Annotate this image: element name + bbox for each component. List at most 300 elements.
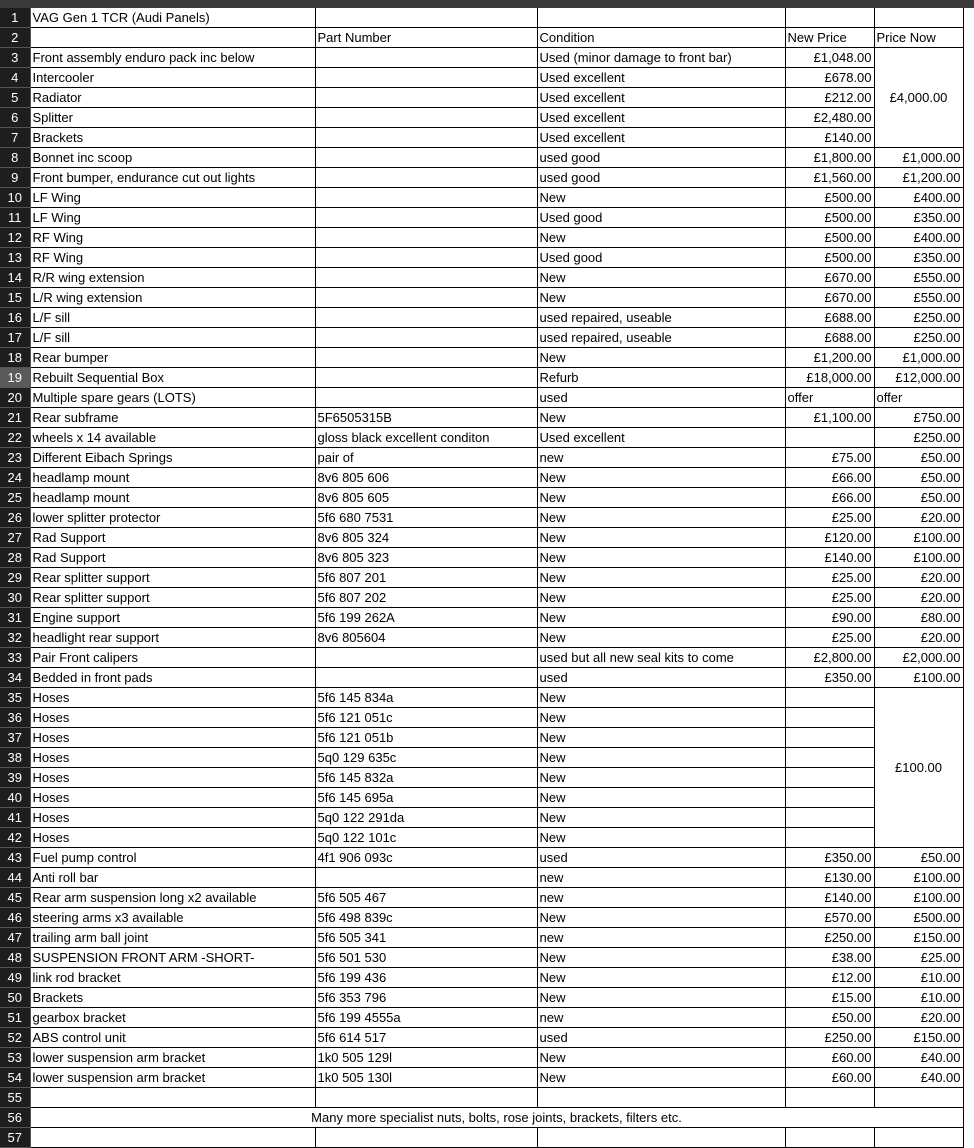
cell-condition[interactable]: New — [537, 968, 785, 988]
cell-new-price[interactable] — [785, 688, 874, 708]
cell-price-now[interactable]: £250.00 — [874, 328, 963, 348]
cell-part-number[interactable] — [315, 668, 537, 688]
cell-part-number[interactable]: 5f6 680 7531 — [315, 508, 537, 528]
cell-part-number[interactable] — [315, 288, 537, 308]
cell-new-price[interactable]: £500.00 — [785, 248, 874, 268]
cell-price-now[interactable]: £20.00 — [874, 568, 963, 588]
cell-condition[interactable] — [537, 1128, 785, 1148]
cell-price-now[interactable]: £250.00 — [874, 428, 963, 448]
cell-part-number[interactable]: 5q0 129 635c — [315, 748, 537, 768]
cell-new-price[interactable]: £60.00 — [785, 1068, 874, 1088]
cell-item[interactable]: lower suspension arm bracket — [30, 1048, 315, 1068]
cell-price-now[interactable]: £20.00 — [874, 508, 963, 528]
cell-part-number[interactable] — [315, 388, 537, 408]
row-header[interactable]: 48 — [0, 948, 30, 968]
cell-condition[interactable]: Used excellent — [537, 88, 785, 108]
cell-part-number[interactable]: 5q0 122 101c — [315, 828, 537, 848]
cell-condition[interactable]: new — [537, 448, 785, 468]
row-header[interactable]: 15 — [0, 288, 30, 308]
cell-new-price[interactable] — [785, 748, 874, 768]
cell-condition[interactable]: New — [537, 268, 785, 288]
row-header[interactable]: 23 — [0, 448, 30, 468]
cell-item[interactable]: R/R wing extension — [30, 268, 315, 288]
cell-price-now[interactable] — [874, 8, 963, 28]
cell-part-number[interactable]: 8v6 805 606 — [315, 468, 537, 488]
cell-condition[interactable]: New — [537, 1068, 785, 1088]
cell-new-price[interactable]: £38.00 — [785, 948, 874, 968]
cell-item[interactable]: RF Wing — [30, 228, 315, 248]
cell-part-number[interactable] — [315, 168, 537, 188]
cell-item[interactable]: headlamp mount — [30, 488, 315, 508]
cell-condition[interactable]: New — [537, 468, 785, 488]
row-header[interactable]: 14 — [0, 268, 30, 288]
cell-new-price[interactable]: £25.00 — [785, 508, 874, 528]
cell-item[interactable]: headlight rear support — [30, 628, 315, 648]
cell-price-now[interactable]: £80.00 — [874, 608, 963, 628]
row-header[interactable]: 12 — [0, 228, 30, 248]
row-header[interactable]: 25 — [0, 488, 30, 508]
cell-condition[interactable]: New — [537, 908, 785, 928]
cell-price-now[interactable]: £40.00 — [874, 1048, 963, 1068]
cell-condition[interactable]: Used excellent — [537, 428, 785, 448]
cell-item[interactable]: headlamp mount — [30, 468, 315, 488]
cell-price-now[interactable]: £50.00 — [874, 468, 963, 488]
row-header[interactable]: 16 — [0, 308, 30, 328]
cell-new-price[interactable]: £678.00 — [785, 68, 874, 88]
cell-part-number[interactable]: 5f6 199 436 — [315, 968, 537, 988]
cell-item[interactable] — [30, 1128, 315, 1148]
row-header[interactable]: 6 — [0, 108, 30, 128]
cell-part-number[interactable] — [315, 208, 537, 228]
cell-new-price[interactable]: £500.00 — [785, 208, 874, 228]
cell-part-number[interactable] — [315, 48, 537, 68]
cell-item[interactable]: Rad Support — [30, 528, 315, 548]
cell-new-price[interactable]: £1,800.00 — [785, 148, 874, 168]
cell-new-price[interactable]: £66.00 — [785, 468, 874, 488]
cell-new-price[interactable] — [785, 768, 874, 788]
cell-part-number[interactable]: 5f6 614 517 — [315, 1028, 537, 1048]
cell-condition[interactable]: New — [537, 408, 785, 428]
cell-new-price[interactable]: £350.00 — [785, 668, 874, 688]
row-header[interactable]: 24 — [0, 468, 30, 488]
row-header[interactable]: 29 — [0, 568, 30, 588]
cell-new-price[interactable]: £1,048.00 — [785, 48, 874, 68]
row-header[interactable]: 52 — [0, 1028, 30, 1048]
row-header[interactable]: 41 — [0, 808, 30, 828]
cell-price-now[interactable]: £100.00 — [874, 668, 963, 688]
cell-new-price[interactable]: £130.00 — [785, 868, 874, 888]
cell-part-number[interactable]: 5f6 199 4555a — [315, 1008, 537, 1028]
row-header[interactable]: 49 — [0, 968, 30, 988]
cell-price-now[interactable]: £10.00 — [874, 968, 963, 988]
cell-condition[interactable]: used good — [537, 168, 785, 188]
cell-note[interactable]: Many more specialist nuts, bolts, rose joints, brackets, filters etc. — [30, 1108, 963, 1128]
cell-item[interactable]: L/F sill — [30, 328, 315, 348]
cell-part-number[interactable]: 5F6505315B — [315, 408, 537, 428]
cell-item[interactable]: Hoses — [30, 788, 315, 808]
row-header[interactable]: 40 — [0, 788, 30, 808]
cell-condition[interactable]: used but all new seal kits to come — [537, 648, 785, 668]
cell-condition[interactable]: New — [537, 528, 785, 548]
cell-item[interactable]: link rod bracket — [30, 968, 315, 988]
cell-item[interactable] — [30, 28, 315, 48]
cell-price-now[interactable]: £250.00 — [874, 308, 963, 328]
cell-new-price[interactable]: £250.00 — [785, 1028, 874, 1048]
row-header[interactable]: 1 — [0, 8, 30, 28]
row-header[interactable]: 53 — [0, 1048, 30, 1068]
cell-part-number[interactable]: 5q0 122 291da — [315, 808, 537, 828]
row-header[interactable]: 8 — [0, 148, 30, 168]
cell-item[interactable]: Brackets — [30, 988, 315, 1008]
cell-new-price[interactable]: £120.00 — [785, 528, 874, 548]
cell-condition[interactable] — [537, 1088, 785, 1108]
cell-item[interactable]: Hoses — [30, 728, 315, 748]
cell-condition[interactable]: New — [537, 348, 785, 368]
cell-part-number[interactable]: 5f6 498 839c — [315, 908, 537, 928]
cell-condition[interactable]: Used good — [537, 208, 785, 228]
cell-part-number[interactable] — [315, 68, 537, 88]
cell-price-now[interactable]: £150.00 — [874, 928, 963, 948]
cell-item[interactable]: Rear splitter support — [30, 568, 315, 588]
row-header[interactable]: 18 — [0, 348, 30, 368]
cell-item[interactable]: Multiple spare gears (LOTS) — [30, 388, 315, 408]
row-header[interactable]: 33 — [0, 648, 30, 668]
cell-condition[interactable]: used — [537, 848, 785, 868]
cell-part-number[interactable]: 5f6 145 832a — [315, 768, 537, 788]
cell-item[interactable]: Radiator — [30, 88, 315, 108]
cell-part-number[interactable] — [315, 88, 537, 108]
cell-new-price[interactable]: £570.00 — [785, 908, 874, 928]
cell-new-price[interactable]: £1,200.00 — [785, 348, 874, 368]
cell-item[interactable]: trailing arm ball joint — [30, 928, 315, 948]
cell-item[interactable]: Splitter — [30, 108, 315, 128]
row-header[interactable]: 54 — [0, 1068, 30, 1088]
cell-part-number[interactable]: 5f6 505 467 — [315, 888, 537, 908]
row-header[interactable]: 45 — [0, 888, 30, 908]
cell-item[interactable]: Front assembly enduro pack inc below — [30, 48, 315, 68]
row-header[interactable]: 50 — [0, 988, 30, 1008]
cell-item[interactable]: Rear arm suspension long x2 available — [30, 888, 315, 908]
cell-price-now[interactable]: £550.00 — [874, 268, 963, 288]
cell-new-price[interactable]: £250.00 — [785, 928, 874, 948]
cell-new-price[interactable]: £140.00 — [785, 548, 874, 568]
cell-item[interactable]: LF Wing — [30, 188, 315, 208]
cell-condition[interactable]: New — [537, 568, 785, 588]
cell-new-price[interactable] — [785, 808, 874, 828]
row-header[interactable]: 32 — [0, 628, 30, 648]
cell-item[interactable]: Rad Support — [30, 548, 315, 568]
cell-condition[interactable]: New — [537, 988, 785, 1008]
cell-part-number[interactable] — [315, 188, 537, 208]
row-header[interactable]: 13 — [0, 248, 30, 268]
cell-item[interactable]: Hoses — [30, 708, 315, 728]
row-header[interactable]: 4 — [0, 68, 30, 88]
cell-condition[interactable]: New — [537, 188, 785, 208]
row-header[interactable]: 56 — [0, 1108, 30, 1128]
cell-part-number[interactable] — [315, 1128, 537, 1148]
cell-condition[interactable]: used — [537, 668, 785, 688]
cell-part-number[interactable]: 5f6 199 262A — [315, 608, 537, 628]
cell-new-price[interactable] — [785, 788, 874, 808]
cell-part-number[interactable] — [315, 228, 537, 248]
cell-part-number[interactable]: 5f6 807 201 — [315, 568, 537, 588]
cell-new-price[interactable] — [785, 708, 874, 728]
cell-price-now[interactable]: £100.00 — [874, 688, 963, 848]
row-header[interactable]: 51 — [0, 1008, 30, 1028]
cell-price-now[interactable]: £10.00 — [874, 988, 963, 1008]
cell-new-price[interactable] — [785, 728, 874, 748]
cell-condition[interactable]: new — [537, 928, 785, 948]
cell-price-now[interactable]: £100.00 — [874, 888, 963, 908]
cell-condition[interactable]: New — [537, 768, 785, 788]
cell-new-price[interactable] — [785, 828, 874, 848]
cell-new-price[interactable]: £15.00 — [785, 988, 874, 1008]
cell-new-price[interactable]: New Price — [785, 28, 874, 48]
cell-part-number[interactable] — [315, 348, 537, 368]
cell-condition[interactable]: New — [537, 628, 785, 648]
cell-condition[interactable]: New — [537, 748, 785, 768]
row-header[interactable]: 38 — [0, 748, 30, 768]
cell-price-now[interactable]: £100.00 — [874, 868, 963, 888]
row-header[interactable]: 36 — [0, 708, 30, 728]
row-header[interactable]: 31 — [0, 608, 30, 628]
cell-price-now[interactable]: £20.00 — [874, 588, 963, 608]
cell-new-price[interactable]: £2,800.00 — [785, 648, 874, 668]
cell-price-now[interactable]: £400.00 — [874, 228, 963, 248]
cell-new-price[interactable]: £60.00 — [785, 1048, 874, 1068]
cell-price-now[interactable]: £40.00 — [874, 1068, 963, 1088]
row-header[interactable]: 3 — [0, 48, 30, 68]
row-header[interactable]: 2 — [0, 28, 30, 48]
cell-item[interactable]: Hoses — [30, 828, 315, 848]
cell-condition[interactable]: used repaired, useable — [537, 328, 785, 348]
cell-price-now[interactable]: £2,000.00 — [874, 648, 963, 668]
cell-part-number[interactable]: 5f6 121 051c — [315, 708, 537, 728]
cell-new-price[interactable]: £688.00 — [785, 328, 874, 348]
cell-item[interactable]: LF Wing — [30, 208, 315, 228]
cell-condition[interactable]: Used (minor damage to front bar) — [537, 48, 785, 68]
cell-item[interactable]: Anti roll bar — [30, 868, 315, 888]
row-header[interactable]: 28 — [0, 548, 30, 568]
cell-item[interactable]: Rear bumper — [30, 348, 315, 368]
cell-part-number[interactable]: 8v6 805604 — [315, 628, 537, 648]
row-header[interactable]: 10 — [0, 188, 30, 208]
row-header[interactable]: 5 — [0, 88, 30, 108]
cell-price-now[interactable]: £100.00 — [874, 528, 963, 548]
cell-item[interactable]: Rear splitter support — [30, 588, 315, 608]
cell-part-number[interactable]: 5f6 353 796 — [315, 988, 537, 1008]
cell-price-now[interactable]: £150.00 — [874, 1028, 963, 1048]
cell-new-price[interactable]: £75.00 — [785, 448, 874, 468]
cell-price-now[interactable]: £50.00 — [874, 448, 963, 468]
cell-price-now[interactable]: Price Now — [874, 28, 963, 48]
row-header[interactable]: 7 — [0, 128, 30, 148]
cell-part-number[interactable]: 1k0 505 130l — [315, 1068, 537, 1088]
cell-new-price[interactable]: £25.00 — [785, 568, 874, 588]
cell-part-number[interactable] — [315, 128, 537, 148]
cell-item[interactable]: Brackets — [30, 128, 315, 148]
row-header[interactable]: 37 — [0, 728, 30, 748]
cell-new-price[interactable]: £90.00 — [785, 608, 874, 628]
cell-new-price[interactable]: £688.00 — [785, 308, 874, 328]
cell-condition[interactable]: New — [537, 508, 785, 528]
cell-condition[interactable]: New — [537, 548, 785, 568]
cell-condition[interactable]: Condition — [537, 28, 785, 48]
cell-new-price[interactable]: £500.00 — [785, 188, 874, 208]
cell-part-number[interactable] — [315, 868, 537, 888]
cell-part-number[interactable]: Part Number — [315, 28, 537, 48]
cell-condition[interactable]: New — [537, 788, 785, 808]
cell-new-price[interactable]: £50.00 — [785, 1008, 874, 1028]
row-header[interactable]: 30 — [0, 588, 30, 608]
cell-condition[interactable]: New — [537, 688, 785, 708]
row-header[interactable]: 27 — [0, 528, 30, 548]
cell-new-price[interactable]: £670.00 — [785, 288, 874, 308]
cell-new-price[interactable]: £670.00 — [785, 268, 874, 288]
row-header[interactable]: 11 — [0, 208, 30, 228]
cell-item[interactable]: Hoses — [30, 688, 315, 708]
cell-part-number[interactable] — [315, 368, 537, 388]
row-header[interactable]: 39 — [0, 768, 30, 788]
cell-condition[interactable]: New — [537, 1048, 785, 1068]
cell-part-number[interactable]: 5f6 505 341 — [315, 928, 537, 948]
cell-condition[interactable]: New — [537, 948, 785, 968]
cell-price-now[interactable]: £400.00 — [874, 188, 963, 208]
cell-price-now[interactable]: £350.00 — [874, 248, 963, 268]
cell-part-number[interactable]: 5f6 807 202 — [315, 588, 537, 608]
cell-item[interactable]: Hoses — [30, 808, 315, 828]
row-header[interactable]: 20 — [0, 388, 30, 408]
cell-condition[interactable]: New — [537, 708, 785, 728]
cell-condition[interactable]: Used excellent — [537, 128, 785, 148]
cell-item[interactable]: SUSPENSION FRONT ARM -SHORT- — [30, 948, 315, 968]
row-header[interactable]: 42 — [0, 828, 30, 848]
row-header[interactable]: 43 — [0, 848, 30, 868]
cell-item[interactable]: RF Wing — [30, 248, 315, 268]
row-header[interactable]: 17 — [0, 328, 30, 348]
cell-new-price[interactable]: £140.00 — [785, 128, 874, 148]
cell-part-number[interactable]: gloss black excellent conditon — [315, 428, 537, 448]
cell-new-price[interactable]: £12.00 — [785, 968, 874, 988]
cell-new-price[interactable]: £2,480.00 — [785, 108, 874, 128]
cell-item[interactable]: ABS control unit — [30, 1028, 315, 1048]
cell-item[interactable]: Rebuilt Sequential Box — [30, 368, 315, 388]
cell-part-number[interactable] — [315, 248, 537, 268]
row-header[interactable]: 34 — [0, 668, 30, 688]
cell-part-number[interactable]: 1k0 505 129l — [315, 1048, 537, 1068]
cell-condition[interactable]: New — [537, 228, 785, 248]
cell-price-now[interactable]: £550.00 — [874, 288, 963, 308]
cell-price-now[interactable]: £100.00 — [874, 548, 963, 568]
cell-price-now[interactable]: £50.00 — [874, 488, 963, 508]
cell-part-number[interactable] — [315, 268, 537, 288]
cell-condition[interactable]: New — [537, 728, 785, 748]
cell-item[interactable]: Intercooler — [30, 68, 315, 88]
cell-condition[interactable]: new — [537, 1008, 785, 1028]
cell-condition[interactable] — [537, 8, 785, 28]
cell-part-number[interactable]: 4f1 906 093c — [315, 848, 537, 868]
cell-price-now[interactable]: £1,000.00 — [874, 348, 963, 368]
cell-condition[interactable]: new — [537, 868, 785, 888]
cell-condition[interactable]: used — [537, 1028, 785, 1048]
cell-item[interactable] — [30, 1088, 315, 1108]
cell-price-now[interactable]: £350.00 — [874, 208, 963, 228]
cell-condition[interactable]: used good — [537, 148, 785, 168]
cell-price-now[interactable] — [874, 1128, 963, 1148]
cell-price-now[interactable]: £1,000.00 — [874, 148, 963, 168]
cell-new-price[interactable]: £25.00 — [785, 588, 874, 608]
cell-item[interactable]: VAG Gen 1 TCR (Audi Panels) — [30, 8, 315, 28]
cell-item[interactable]: Engine support — [30, 608, 315, 628]
row-header[interactable]: 22 — [0, 428, 30, 448]
cell-condition[interactable]: used — [537, 388, 785, 408]
cell-price-now[interactable]: £20.00 — [874, 1008, 963, 1028]
cell-part-number[interactable] — [315, 8, 537, 28]
cell-price-now[interactable]: £50.00 — [874, 848, 963, 868]
cell-price-now[interactable]: £12,000.00 — [874, 368, 963, 388]
cell-new-price[interactable] — [785, 1088, 874, 1108]
cell-new-price[interactable]: £212.00 — [785, 88, 874, 108]
cell-item[interactable]: Fuel pump control — [30, 848, 315, 868]
cell-item[interactable]: Hoses — [30, 748, 315, 768]
cell-part-number[interactable]: 5f6 121 051b — [315, 728, 537, 748]
cell-part-number[interactable]: 5f6 145 695a — [315, 788, 537, 808]
cell-item[interactable]: Different Eibach Springs — [30, 448, 315, 468]
row-header[interactable]: 19 — [0, 368, 30, 388]
cell-condition[interactable]: Used excellent — [537, 68, 785, 88]
cell-price-now[interactable]: £1,200.00 — [874, 168, 963, 188]
row-header[interactable]: 46 — [0, 908, 30, 928]
cell-new-price[interactable]: £1,560.00 — [785, 168, 874, 188]
cell-price-now[interactable]: offer — [874, 388, 963, 408]
cell-new-price[interactable]: £66.00 — [785, 488, 874, 508]
cell-item[interactable]: L/R wing extension — [30, 288, 315, 308]
row-header[interactable]: 9 — [0, 168, 30, 188]
cell-new-price[interactable] — [785, 8, 874, 28]
cell-new-price[interactable]: £350.00 — [785, 848, 874, 868]
cell-part-number[interactable] — [315, 148, 537, 168]
row-header[interactable]: 47 — [0, 928, 30, 948]
row-header[interactable]: 44 — [0, 868, 30, 888]
cell-price-now[interactable]: £25.00 — [874, 948, 963, 968]
cell-new-price[interactable]: £25.00 — [785, 628, 874, 648]
cell-price-now[interactable]: £20.00 — [874, 628, 963, 648]
cell-part-number[interactable] — [315, 108, 537, 128]
cell-new-price[interactable]: £500.00 — [785, 228, 874, 248]
cell-item[interactable]: Rear subframe — [30, 408, 315, 428]
cell-item[interactable]: Bonnet inc scoop — [30, 148, 315, 168]
cell-part-number[interactable] — [315, 328, 537, 348]
row-header[interactable]: 35 — [0, 688, 30, 708]
cell-new-price[interactable]: offer — [785, 388, 874, 408]
cell-new-price[interactable] — [785, 428, 874, 448]
row-header[interactable]: 55 — [0, 1088, 30, 1108]
cell-condition[interactable]: Used excellent — [537, 108, 785, 128]
cell-new-price[interactable] — [785, 1128, 874, 1148]
cell-new-price[interactable]: £1,100.00 — [785, 408, 874, 428]
cell-item[interactable]: gearbox bracket — [30, 1008, 315, 1028]
cell-condition[interactable]: New — [537, 608, 785, 628]
cell-condition[interactable]: new — [537, 888, 785, 908]
cell-part-number[interactable]: 5f6 501 530 — [315, 948, 537, 968]
cell-item[interactable]: L/F sill — [30, 308, 315, 328]
cell-condition[interactable]: used repaired, useable — [537, 308, 785, 328]
cell-item[interactable]: Front bumper, endurance cut out lights — [30, 168, 315, 188]
cell-condition[interactable]: Used good — [537, 248, 785, 268]
cell-item[interactable]: lower suspension arm bracket — [30, 1068, 315, 1088]
cell-part-number[interactable]: pair of — [315, 448, 537, 468]
cell-item[interactable]: Pair Front calipers — [30, 648, 315, 668]
